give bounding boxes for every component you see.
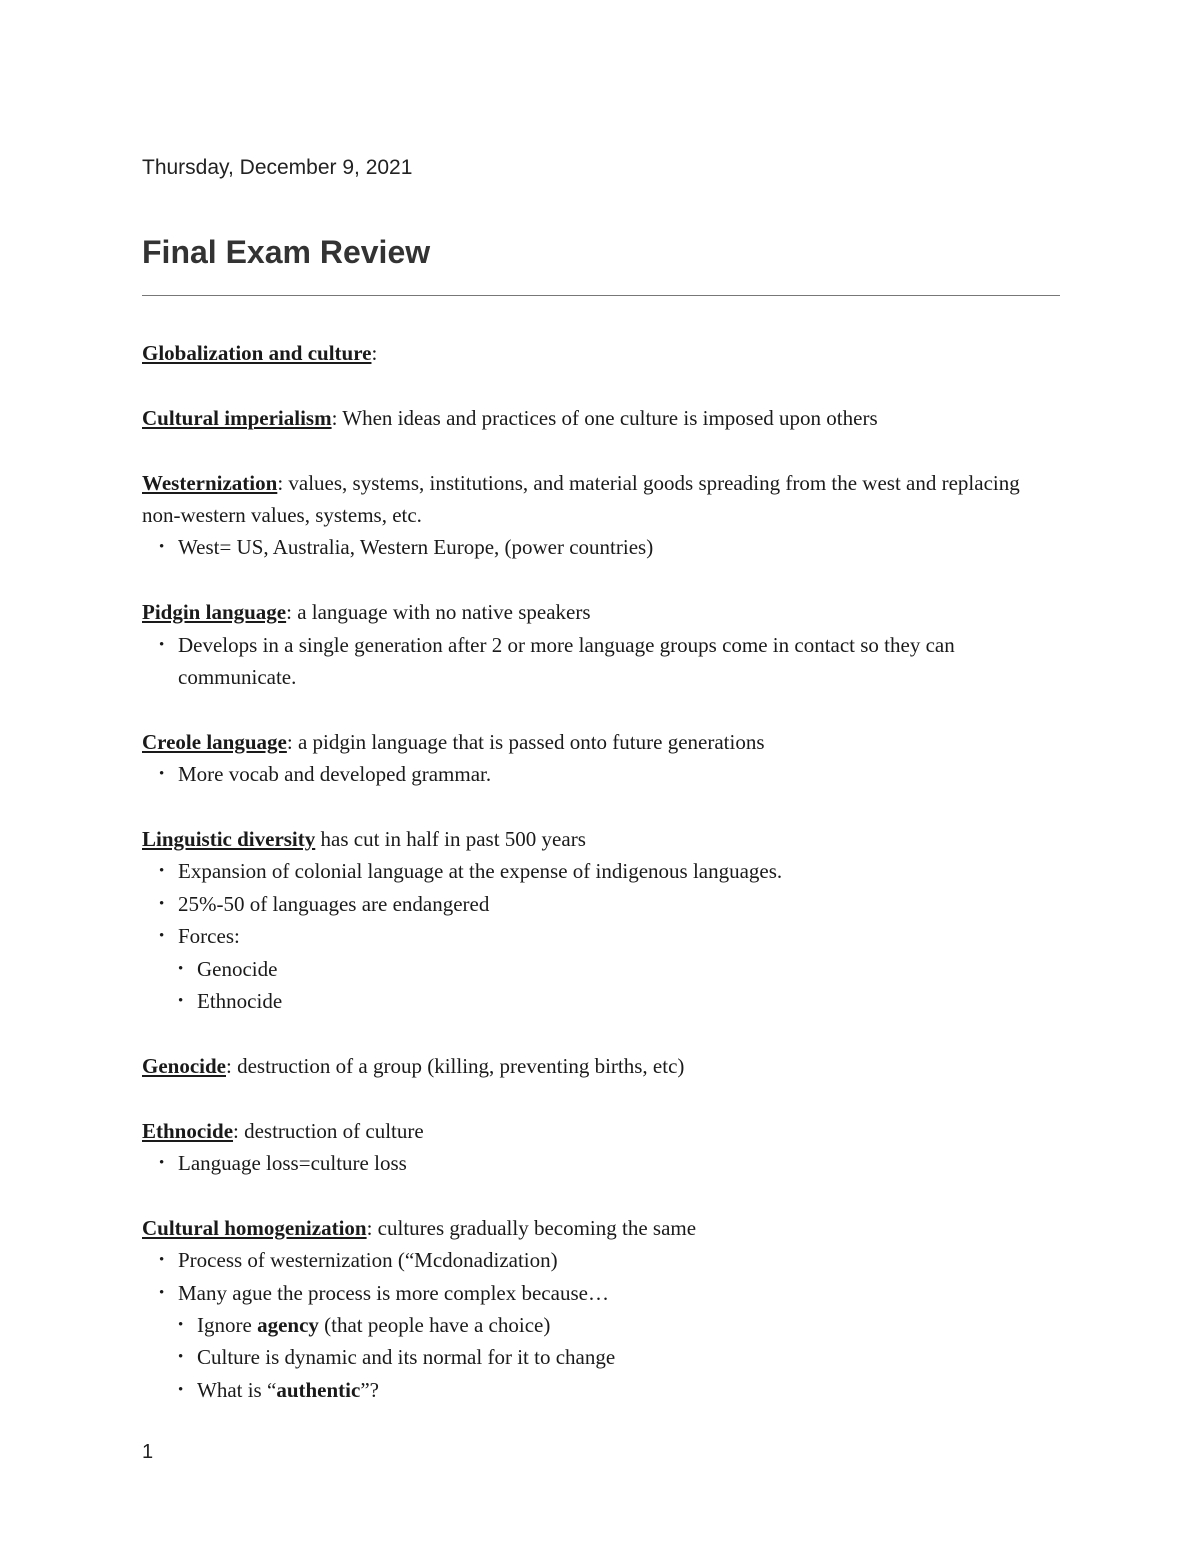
term-cultural-imperialism: Cultural imperialism	[142, 405, 332, 430]
list-item: • Expansion of colonial language at the expense of indigenous languages.	[142, 855, 1060, 887]
sub-list-item: • Culture is dynamic and its normal for it to change	[142, 1341, 1060, 1373]
bullet-list	[142, 531, 1060, 563]
bullet-icon: •	[159, 1252, 165, 1269]
bullet-icon: •	[159, 1155, 165, 1172]
definition-genocide: Genocide: destruction of a group (killing, preventing births, etc)	[142, 1053, 685, 1078]
definition-westernization: Westernization: values, systems, institutions, and material goods spreading from the west and replacing non-western values, systems, etc.	[142, 470, 1020, 527]
term-linguistic-diversity: Linguistic diversity	[142, 827, 316, 852]
bullet-icon: •	[159, 863, 165, 880]
bullet-list	[142, 629, 1060, 694]
list-item: • Forces:	[142, 920, 1060, 952]
emphasis-agency: agency	[257, 1313, 319, 1338]
term-cultural-homogenization: Cultural homogenization	[142, 1215, 367, 1240]
bullet-icon: •	[178, 1317, 184, 1334]
bullet-list	[142, 758, 1060, 790]
bullet-icon: •	[178, 1349, 184, 1366]
list-item: • More vocab and developed grammar.	[142, 758, 1060, 790]
title-divider	[142, 295, 1060, 296]
definition-cultural-homogenization: Cultural homogenization: cultures gradually becoming the same	[142, 1215, 697, 1240]
sub-list-item: • What is “authentic”?	[142, 1374, 1060, 1406]
emphasis-authentic: authentic	[276, 1377, 361, 1402]
date-line: Thursday, December 9, 2021	[142, 156, 413, 179]
bullet-icon: •	[159, 766, 165, 783]
bullet-list	[142, 1244, 1060, 1406]
bullet-icon: •	[178, 960, 184, 977]
bullet-icon: •	[159, 636, 165, 653]
page-number: 1	[142, 1441, 154, 1463]
bullet-icon: •	[178, 993, 184, 1010]
term-creole: Creole language	[142, 729, 287, 754]
term-ethnocide: Ethnocide	[142, 1118, 234, 1143]
term-pidgin: Pidgin language	[142, 600, 287, 625]
definition-cultural-imperialism: Cultural imperialism: When ideas and practices of one culture is imposed upon others	[142, 405, 878, 430]
term-genocide: Genocide	[142, 1053, 226, 1078]
list-item: • Process of westernization (“Mcdonadization)	[142, 1244, 1060, 1276]
bullet-icon: •	[159, 895, 165, 912]
list-item: • 25%-50 of languages are endangered	[142, 888, 1060, 920]
sub-list-item: • Genocide	[142, 953, 1060, 985]
term-globalization: Globalization and culture	[142, 341, 372, 365]
bullet-icon: •	[159, 928, 165, 945]
sub-list-item: • Ignore agency (that people have a choice)	[142, 1309, 1060, 1341]
bullet-icon: •	[159, 1284, 165, 1301]
sub-list-item: • Ethnocide	[142, 985, 1060, 1017]
section-heading: Globalization and culture:	[142, 341, 378, 365]
bullet-icon: •	[159, 539, 165, 556]
definition-linguistic-diversity: Linguistic diversity has cut in half in past 500 years	[142, 827, 586, 852]
definition-creole: Creole language: a pidgin language that is passed onto future generations	[142, 729, 765, 754]
definition-ethnocide: Ethnocide: destruction of culture	[142, 1118, 424, 1143]
bullet-list	[142, 1147, 1060, 1179]
term-westernization: Westernization	[142, 470, 278, 495]
list-item: • Many ague the process is more complex because…	[142, 1277, 1060, 1309]
bullet-icon: •	[178, 1381, 184, 1398]
bullet-list	[142, 855, 1060, 1017]
definition-pidgin: Pidgin language: a language with no native speakers	[142, 600, 591, 625]
page-title: Final Exam Review	[142, 234, 431, 270]
list-item: • Language loss=culture loss	[142, 1147, 1060, 1179]
notes-body	[142, 337, 1060, 1406]
list-item: • West= US, Australia, Western Europe, (power countries)	[142, 531, 1060, 563]
list-item: • Develops in a single generation after 2 or more language groups come in contact so they can communicate.	[142, 629, 1060, 694]
